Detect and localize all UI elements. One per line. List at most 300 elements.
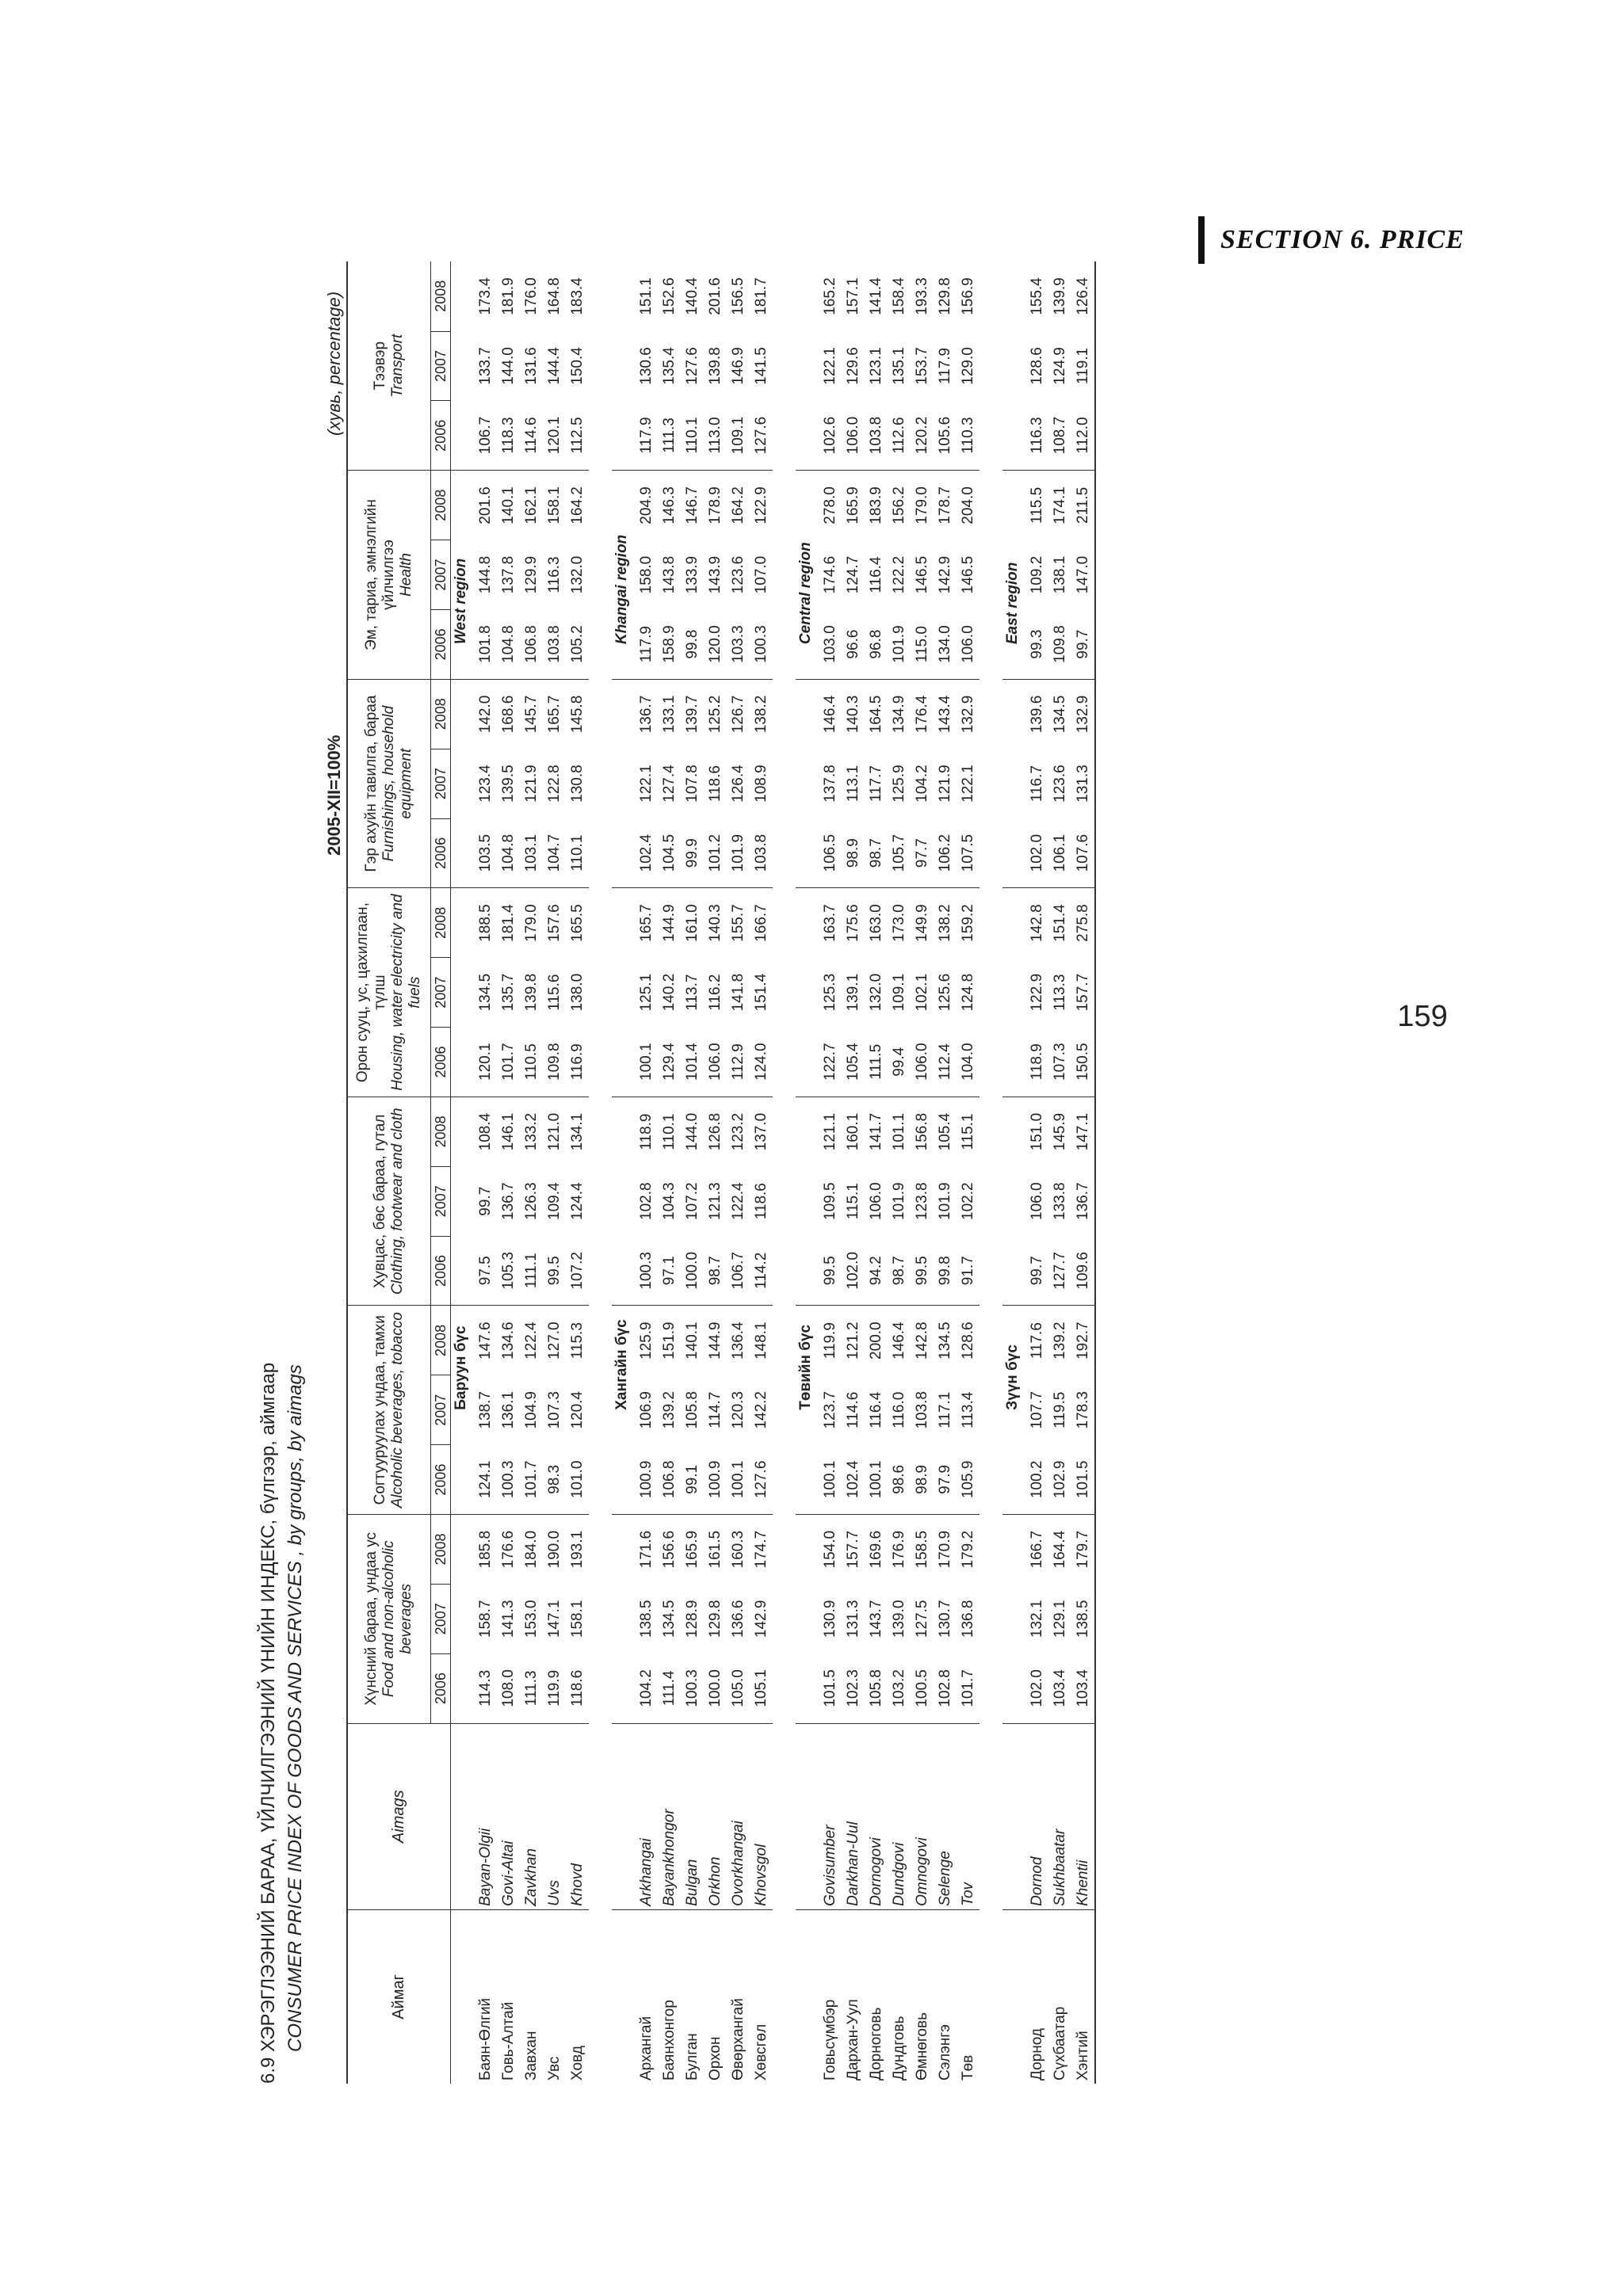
- index-value-cell: 106.8: [520, 609, 543, 679]
- index-value-cell: 115.5: [1028, 486, 1045, 524]
- index-value-cell: 106.0: [911, 1028, 934, 1097]
- index-value-cell: 102.4: [635, 818, 658, 888]
- index-value-cell: 134.5: [660, 1600, 678, 1638]
- index-value-cell: 119.9: [543, 1653, 566, 1723]
- table-row: [934, 261, 957, 2084]
- aimag-name-mn: Архангай: [637, 2016, 655, 2081]
- year-header: 2006: [431, 609, 451, 679]
- aimag-name-en: Bayankhongor: [658, 1723, 681, 1909]
- index-value-cell: 178.7: [936, 486, 953, 524]
- aimag-name-en: Bulgan: [681, 1723, 704, 1909]
- index-value-cell: 122.1: [959, 765, 976, 803]
- index-value-cell: 100.1: [727, 1445, 750, 1515]
- index-value-cell: 161.5: [706, 1530, 724, 1569]
- index-value-cell: 102.0: [1025, 1653, 1048, 1723]
- index-value-cell: 145.9: [1051, 1112, 1068, 1151]
- group-name-en: Transport: [389, 334, 406, 398]
- index-value-cell: 113.1: [844, 765, 861, 803]
- index-value-cell: 144.4: [545, 347, 563, 385]
- index-value-cell: 103.2: [888, 1653, 911, 1723]
- index-value-cell: 138.2: [936, 904, 953, 942]
- index-value-cell: 120.0: [704, 609, 727, 679]
- index-value-cell: 115.3: [568, 1322, 586, 1360]
- index-value-cell: 105.1: [750, 1653, 773, 1723]
- aimag-name-mn: Говьсүмбэр: [821, 1999, 838, 2081]
- table-row: [497, 261, 520, 2084]
- section-bar-divider: [1198, 216, 1205, 264]
- index-value-cell: 99.7: [1025, 1236, 1048, 1306]
- index-value-cell: 100.1: [635, 1028, 658, 1097]
- index-value-cell: 129.8: [706, 1600, 724, 1638]
- year-header: 2007: [431, 540, 451, 610]
- aimag-name-en: Dornod: [1025, 1723, 1048, 1909]
- year-header: 2006: [431, 1653, 451, 1723]
- group-header-row: [347, 261, 431, 2084]
- index-value-cell: 144.9: [660, 904, 678, 942]
- index-value-cell: 107.3: [1048, 1028, 1071, 1097]
- index-value-cell: 98.6: [888, 1445, 911, 1515]
- index-value-cell: 109.5: [821, 1182, 838, 1220]
- index-value-cell: 139.8: [522, 973, 540, 1012]
- index-value-cell: 109.8: [1048, 609, 1071, 679]
- region-label-mn: Хангайн бүс: [613, 1319, 630, 1410]
- aimag-name-en: Tov: [957, 1723, 980, 1909]
- table-row: [566, 261, 589, 2084]
- year-header: 2007: [431, 1166, 451, 1236]
- region-label-row: [796, 261, 819, 2084]
- index-value-cell: 99.8: [934, 1236, 957, 1306]
- table-row: [842, 261, 865, 2084]
- index-value-cell: 130.8: [568, 765, 586, 803]
- index-value-cell: 139.8: [706, 347, 724, 385]
- group-name-mn: Тээвэр: [372, 341, 389, 391]
- index-value-cell: 158.1: [568, 1600, 586, 1638]
- index-value-cell: 99.1: [681, 1445, 704, 1515]
- index-value-cell: 173.4: [476, 277, 494, 315]
- index-value-cell: 109.6: [1071, 1236, 1095, 1306]
- index-value-cell: 100.9: [704, 1445, 727, 1515]
- aimag-name-en: Dundgovi: [888, 1723, 911, 1909]
- index-value-cell: 127.6: [750, 1445, 773, 1515]
- index-value-cell: 146.4: [890, 1322, 907, 1360]
- index-value-cell: 122.4: [522, 1322, 540, 1360]
- year-header: 2006: [431, 1445, 451, 1515]
- index-value-cell: 101.7: [497, 1028, 520, 1097]
- aimag-name-en: Khentii: [1071, 1723, 1095, 1909]
- index-value-cell: 108.0: [497, 1653, 520, 1723]
- group-header: [347, 471, 431, 680]
- table-row: [635, 261, 658, 2084]
- index-value-cell: 99.7: [1071, 609, 1095, 679]
- index-value-cell: 116.4: [867, 1391, 884, 1428]
- index-value-cell: 138.5: [1071, 1584, 1095, 1653]
- index-value-cell: 141.4: [867, 277, 884, 315]
- index-value-cell: 125.2: [706, 695, 724, 734]
- index-value-cell: 96.8: [865, 609, 888, 679]
- index-value-cell: 100.9: [635, 1445, 658, 1515]
- aimag-name-mn: Хөвсгөл: [752, 2023, 769, 2081]
- year-header: 2006: [431, 401, 451, 471]
- index-value-cell: 144.0: [683, 1112, 701, 1151]
- index-value-cell: 105.4: [842, 1028, 865, 1097]
- index-value-cell: 193.3: [913, 277, 930, 315]
- index-value-cell: 158.4: [890, 277, 907, 315]
- index-value-cell: 122.1: [637, 765, 655, 803]
- index-value-cell: 146.3: [660, 486, 678, 524]
- index-value-cell: 146.5: [959, 555, 976, 594]
- index-value-cell: 176.4: [913, 695, 930, 734]
- index-value-cell: 147.0: [1071, 540, 1095, 610]
- index-value-cell: 159.2: [959, 904, 976, 942]
- index-value-cell: 165.7: [637, 904, 655, 942]
- group-header: [347, 1306, 431, 1515]
- index-value-cell: 150.5: [1071, 1028, 1095, 1097]
- index-value-cell: 183.9: [867, 486, 884, 524]
- cpi-table: [346, 261, 1096, 2084]
- index-value-cell: 139.6: [1028, 695, 1045, 734]
- aimag-name-mn: Өмнөговь: [913, 2012, 930, 2081]
- aimag-name-en: Selenge: [934, 1723, 957, 1909]
- index-value-cell: 102.6: [819, 401, 842, 471]
- index-value-cell: 181.4: [499, 904, 517, 942]
- group-name-en: Food and non-alcoholic beverages: [380, 1540, 414, 1698]
- index-value-cell: 98.3: [543, 1445, 566, 1515]
- index-value-cell: 278.0: [821, 486, 838, 524]
- year-header: 2008: [431, 679, 451, 749]
- index-value-cell: 100.0: [704, 1653, 727, 1723]
- index-value-cell: 157.7: [844, 1530, 861, 1569]
- index-value-cell: 204.9: [637, 486, 655, 524]
- index-value-cell: 120.2: [911, 401, 934, 471]
- index-value-cell: 102.4: [842, 1445, 865, 1515]
- index-value-cell: 126.3: [522, 1182, 540, 1220]
- index-value-cell: 103.8: [865, 401, 888, 471]
- index-value-cell: 103.1: [520, 818, 543, 888]
- year-header: 2008: [431, 888, 451, 958]
- index-value-cell: 165.5: [568, 904, 586, 942]
- index-value-cell: 176.0: [522, 277, 540, 315]
- index-value-cell: 116.0: [890, 1391, 907, 1428]
- index-value-cell: 146.4: [821, 695, 838, 734]
- index-value-cell: 130.9: [821, 1600, 838, 1638]
- index-value-cell: 143.9: [706, 555, 724, 594]
- index-value-cell: 116.9: [566, 1028, 589, 1097]
- index-value-cell: 133.9: [683, 555, 701, 594]
- index-value-cell: 99.5: [911, 1236, 934, 1306]
- index-value-cell: 106.2: [934, 818, 957, 888]
- index-value-cell: 112.0: [1071, 401, 1095, 471]
- year-header: 2008: [431, 471, 451, 540]
- table-row: [704, 261, 727, 2084]
- index-value-cell: 155.4: [1028, 277, 1045, 315]
- table-title-en: CONSUMER PRICE INDEX OF GOODS AND SERVICES , by groups, by aimags: [285, 1364, 306, 2052]
- group-header: [347, 679, 431, 888]
- index-value-cell: 178.9: [706, 486, 724, 524]
- index-value-cell: 141.7: [867, 1112, 884, 1151]
- index-value-cell: 112.6: [888, 401, 911, 471]
- index-value-cell: 162.1: [522, 486, 540, 524]
- index-value-cell: 124.9: [1051, 347, 1068, 385]
- index-value-cell: 123.6: [729, 555, 747, 594]
- base-period-note: 2005-XII=100%: [324, 734, 344, 856]
- index-value-cell: 142.0: [476, 695, 494, 734]
- unit-note: (хувь, percentage): [324, 291, 344, 436]
- index-value-cell: 142.8: [913, 1322, 930, 1360]
- index-value-cell: 104.9: [522, 1391, 540, 1429]
- index-value-cell: 193.1: [568, 1530, 586, 1569]
- index-value-cell: 101.9: [936, 1182, 953, 1220]
- index-value-cell: 121.2: [844, 1322, 861, 1360]
- table-row: [1048, 261, 1071, 2084]
- index-value-cell: 139.1: [844, 973, 861, 1012]
- index-value-cell: 134.5: [936, 1322, 953, 1360]
- index-value-cell: 99.9: [681, 818, 704, 888]
- index-value-cell: 115.6: [545, 974, 563, 1011]
- index-value-cell: 136.1: [499, 1391, 517, 1429]
- region-label-row: [1002, 261, 1025, 2084]
- index-value-cell: 151.4: [752, 973, 769, 1012]
- aimag-name-en: Darkhan-Uul: [842, 1723, 865, 1909]
- group-name-mn: Согтууруулах ундаа, тамхи: [372, 1315, 389, 1505]
- index-value-cell: 146.5: [913, 555, 930, 594]
- index-value-cell: 102.9: [1048, 1445, 1071, 1515]
- index-value-cell: 179.0: [522, 904, 540, 942]
- region-spacer: [773, 261, 796, 2084]
- index-value-cell: 106.0: [842, 401, 865, 471]
- index-value-cell: 139.7: [683, 695, 701, 734]
- index-value-cell: 115.0: [911, 609, 934, 679]
- index-value-cell: 97.1: [658, 1236, 681, 1306]
- index-value-cell: 118.9: [637, 1113, 655, 1150]
- index-value-cell: 113.0: [704, 401, 727, 471]
- index-value-cell: 142.9: [936, 555, 953, 594]
- aimag-name-mn: Баян-Өлгий: [476, 1997, 494, 2081]
- index-value-cell: 127.0: [545, 1322, 563, 1360]
- index-value-cell: 106.7: [474, 401, 497, 471]
- table-row: [658, 261, 681, 2084]
- index-value-cell: 129.9: [522, 555, 540, 594]
- index-value-cell: 117.9: [635, 609, 658, 679]
- aimag-name-mn: Завхан: [522, 2031, 540, 2081]
- index-value-cell: 111.3: [658, 401, 681, 471]
- index-value-cell: 116.4: [867, 556, 884, 593]
- index-value-cell: 152.6: [660, 277, 678, 315]
- table-row: [1025, 261, 1048, 2084]
- table-row: [520, 261, 543, 2084]
- index-value-cell: 124.7: [844, 555, 861, 594]
- index-value-cell: 113.7: [683, 974, 701, 1011]
- index-value-cell: 101.5: [1071, 1445, 1095, 1515]
- index-value-cell: 105.6: [934, 401, 957, 471]
- index-value-cell: 145.7: [522, 695, 540, 734]
- table-row: [888, 261, 911, 2084]
- index-value-cell: 135.1: [890, 347, 907, 385]
- index-value-cell: 116.7: [1028, 765, 1045, 803]
- region-label-mn: Баруун бүс: [453, 1325, 469, 1410]
- index-value-cell: 112.4: [934, 1028, 957, 1097]
- index-value-cell: 114.6: [520, 401, 543, 471]
- index-value-cell: 122.2: [890, 555, 907, 594]
- index-value-cell: 100.1: [819, 1445, 842, 1515]
- aimag-name-en: Govi-Altai: [497, 1723, 520, 1909]
- index-value-cell: 138.2: [752, 695, 769, 734]
- index-value-cell: 121.9: [936, 765, 953, 803]
- index-value-cell: 100.3: [497, 1445, 520, 1515]
- index-value-cell: 99.4: [888, 1028, 911, 1097]
- index-value-cell: 134.5: [1051, 695, 1068, 734]
- index-value-cell: 156.6: [660, 1530, 678, 1569]
- index-value-cell: 151.9: [660, 1322, 678, 1360]
- index-value-cell: 140.1: [499, 486, 517, 524]
- year-header: 2006: [431, 1236, 451, 1306]
- index-value-cell: 106.5: [819, 818, 842, 888]
- index-value-cell: 103.4: [1071, 1653, 1095, 1723]
- aimag-name-mn: Орхон: [706, 2036, 724, 2081]
- index-value-cell: 158.1: [545, 486, 563, 524]
- aimag-name-mn: Өвөрхангай: [729, 1998, 747, 2081]
- index-value-cell: 154.0: [821, 1530, 838, 1569]
- index-value-cell: 97.9: [934, 1445, 957, 1515]
- group-name-en: Housing, water electricity and fuels: [389, 894, 423, 1091]
- index-value-cell: 121.0: [545, 1112, 563, 1151]
- region-spacer: [980, 261, 1002, 2084]
- index-value-cell: 112.9: [727, 1028, 750, 1097]
- index-value-cell: 201.6: [706, 277, 724, 315]
- index-value-cell: 115.1: [844, 1183, 861, 1220]
- aimag-name-mn: Дорноговь: [867, 2007, 884, 2081]
- index-value-cell: 157.1: [844, 277, 861, 315]
- index-value-cell: 117.6: [1028, 1322, 1045, 1360]
- index-value-cell: 102.0: [1025, 818, 1048, 888]
- index-value-cell: 156.2: [890, 486, 907, 524]
- index-value-cell: 160.1: [844, 1112, 861, 1151]
- index-value-cell: 111.3: [520, 1653, 543, 1723]
- aimag-name-mn: Дорнод: [1028, 2028, 1045, 2081]
- index-value-cell: 158.9: [658, 609, 681, 679]
- index-value-cell: 160.3: [729, 1530, 747, 1569]
- aimag-name-en: Govisumber: [819, 1723, 842, 1909]
- index-value-cell: 174.6: [821, 555, 838, 594]
- index-value-cell: 107.2: [566, 1236, 589, 1306]
- index-value-cell: 100.2: [1025, 1445, 1048, 1515]
- index-value-cell: 105.8: [865, 1653, 888, 1723]
- index-value-cell: 147.6: [476, 1322, 494, 1360]
- index-value-cell: 133.8: [1051, 1182, 1068, 1220]
- year-header: 2008: [431, 1306, 451, 1375]
- group-name-en: Health: [397, 553, 414, 597]
- group-header: [347, 261, 431, 471]
- aimag-name-mn: Баянхонгор: [660, 2000, 678, 2081]
- index-value-cell: 100.3: [681, 1653, 704, 1723]
- index-value-cell: 156.9: [959, 277, 976, 315]
- group-header: [347, 888, 431, 1097]
- index-value-cell: 127.6: [750, 401, 773, 471]
- index-value-cell: 109.8: [543, 1028, 566, 1097]
- index-value-cell: 164.5: [867, 695, 884, 734]
- index-value-cell: 110.1: [681, 401, 704, 471]
- aimag-name-mn: Увс: [545, 2056, 563, 2081]
- index-value-cell: 211.5: [1071, 471, 1095, 540]
- index-value-cell: 120.4: [568, 1391, 586, 1429]
- group-name-mn: Хүнсний бараа, ундаа ус: [363, 1531, 380, 1706]
- page-number: 159: [1397, 1000, 1448, 1033]
- index-value-cell: 98.7: [865, 818, 888, 888]
- index-value-cell: 102.1: [913, 973, 930, 1012]
- index-value-cell: 120.1: [543, 401, 566, 471]
- aimag-name-mn: Дундговь: [890, 2016, 907, 2081]
- index-value-cell: 141.8: [729, 973, 747, 1012]
- index-value-cell: 113.4: [959, 1391, 976, 1428]
- index-value-cell: 146.1: [499, 1112, 517, 1151]
- index-value-cell: 146.7: [683, 486, 701, 524]
- aimag-name-en: Zavkhan: [520, 1723, 543, 1909]
- index-value-cell: 164.4: [1051, 1530, 1068, 1569]
- aimag-name-en: Omnogovi: [911, 1723, 934, 1909]
- index-value-cell: 140.3: [844, 695, 861, 734]
- group-header: [347, 1515, 431, 1724]
- index-value-cell: 132.0: [568, 555, 586, 594]
- index-value-cell: 168.6: [499, 695, 517, 734]
- index-value-cell: 157.6: [545, 904, 563, 942]
- index-value-cell: 169.6: [867, 1530, 884, 1569]
- aimag-name-mn: Говь-Алтай: [499, 2001, 517, 2081]
- index-value-cell: 129.8: [936, 277, 953, 315]
- index-value-cell: 134.6: [499, 1322, 517, 1360]
- section-header: [1198, 212, 1484, 268]
- index-value-cell: 126.4: [1071, 261, 1095, 331]
- index-value-cell: 102.8: [934, 1653, 957, 1723]
- index-value-cell: 98.9: [911, 1445, 934, 1515]
- index-value-cell: 121.3: [706, 1182, 724, 1220]
- index-value-cell: 97.7: [911, 818, 934, 888]
- index-value-cell: 170.9: [936, 1530, 953, 1569]
- index-value-cell: 136.6: [729, 1600, 747, 1638]
- index-value-cell: 129.4: [658, 1028, 681, 1097]
- index-value-cell: 139.2: [1051, 1322, 1068, 1360]
- index-value-cell: 111.5: [865, 1028, 888, 1097]
- index-value-cell: 156.5: [729, 277, 747, 315]
- index-value-cell: 185.8: [476, 1530, 494, 1569]
- index-value-cell: 129.1: [1051, 1600, 1068, 1638]
- aimag-name-mn: Булган: [683, 2033, 701, 2081]
- index-value-cell: 106.1: [1048, 818, 1071, 888]
- index-value-cell: 118.6: [566, 1653, 589, 1723]
- index-value-cell: 124.4: [568, 1182, 586, 1220]
- index-value-cell: 136.8: [959, 1600, 976, 1638]
- index-value-cell: 106.0: [957, 609, 980, 679]
- index-value-cell: 99.3: [1025, 609, 1048, 679]
- index-value-cell: 103.8: [913, 1391, 930, 1429]
- table-row: [911, 261, 934, 2084]
- aimag-name-en: Orkhon: [704, 1723, 727, 1909]
- index-value-cell: 131.3: [844, 1600, 861, 1638]
- aimag-name-en: Khovd: [566, 1723, 589, 1909]
- group-name-mn: Хувцас, бөс бараа, гутал: [372, 1114, 389, 1288]
- index-value-cell: 181.9: [499, 277, 517, 315]
- index-value-cell: 105.2: [566, 609, 589, 679]
- index-value-cell: 129.6: [844, 347, 861, 385]
- index-value-cell: 117.9: [936, 347, 953, 385]
- index-value-cell: 122.9: [752, 486, 769, 524]
- index-value-cell: 116.2: [706, 974, 724, 1011]
- index-value-cell: 125.3: [821, 973, 838, 1012]
- index-value-cell: 96.6: [842, 609, 865, 679]
- index-value-cell: 150.4: [568, 347, 586, 385]
- region-label-en: East region: [1004, 562, 1021, 645]
- index-value-cell: 275.8: [1071, 888, 1095, 958]
- index-value-cell: 163.0: [867, 904, 884, 942]
- index-value-cell: 153.0: [522, 1600, 540, 1638]
